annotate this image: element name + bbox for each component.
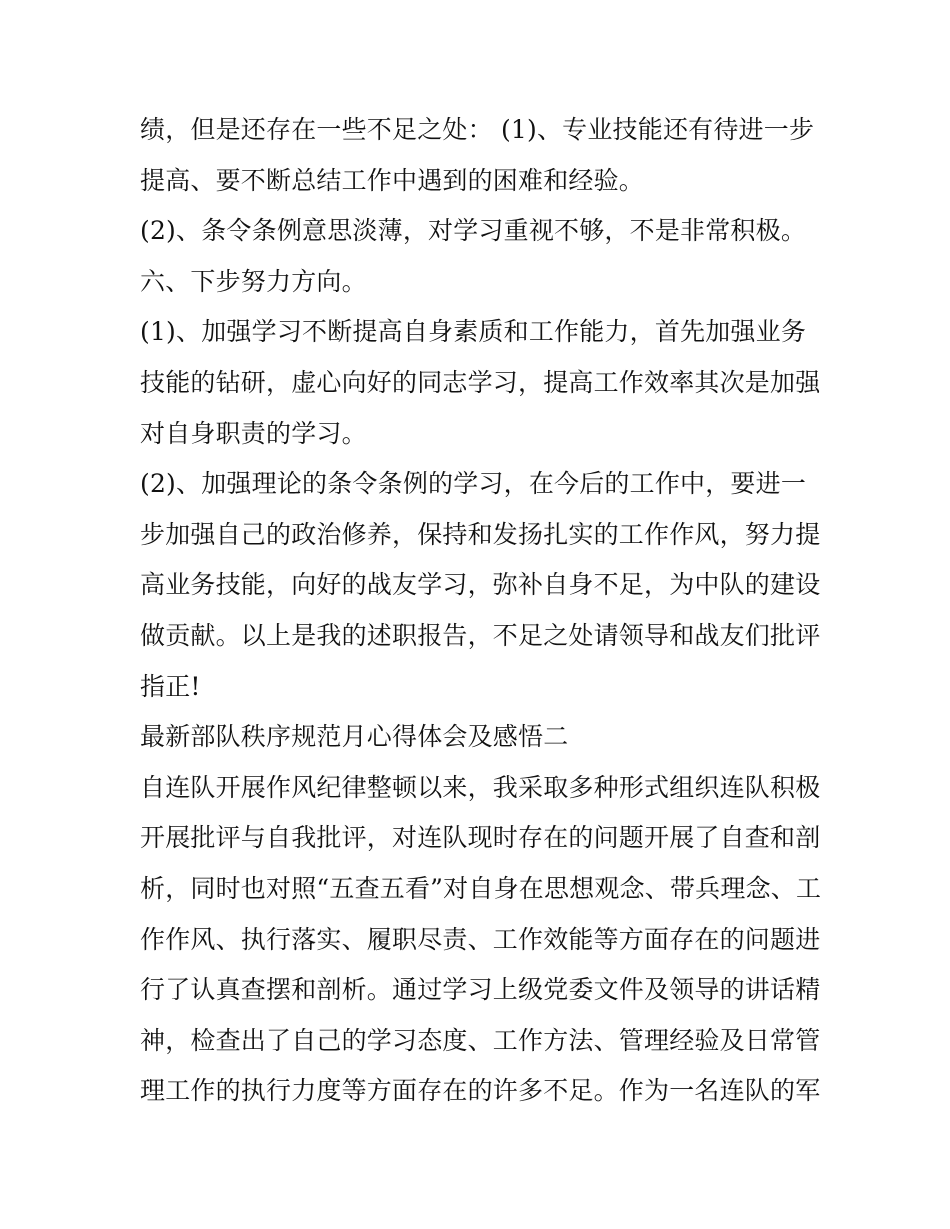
text-line: (1)、加强学习不断提高自身素质和工作能力，首先加强业务 [140, 317, 807, 347]
text-line: 技能的钻研，虚心向好的同志学习，提高工作效率其次是加强 [140, 367, 821, 397]
text-line: 开展批评与自我批评，对连队现时存在的问题开展了自查和剖 [140, 823, 821, 853]
document-body [140, 105, 820, 1117]
text-line: 绩，但是还存在一些不足之处： (1)、专业技能还有待进一步 [140, 115, 815, 144]
text-line: 高业务技能，向好的战友学习，弥补自身不足，为中队的建设 [140, 570, 821, 600]
text-line: (2)、加强理论的条令条例的学习，在今后的工作中，要进一 [140, 469, 807, 499]
text-line: 提高、要不断总结工作中遇到的困难和经验。 [140, 165, 645, 195]
section-heading: 六、下步努力方向。 [140, 266, 367, 296]
text-line: 神，检查出了自己的学习态度、工作方法、管理经验及日常管 [140, 1025, 821, 1055]
article-title: 最新部队秩序规范月心得体会及感悟二 [140, 722, 569, 752]
text-line: 步加强自己的政治修养，保持和发扬扎实的工作作风，努力提 [140, 519, 821, 549]
text-line: 析，同时也对照“五查五看”对自身在思想观念、带兵理念、工 [140, 873, 822, 903]
text-line: 做贡献。以上是我的述职报告，不足之处请领导和战友们批评 [140, 620, 821, 650]
text-line: 作作风、执行落实、履职尽责、工作效能等方面存在的问题进 [140, 924, 821, 954]
text-line: 行了认真查摆和剖析。通过学习上级党委文件及领导的讲话精 [140, 975, 821, 1005]
text-line: 理工作的执行力度等方面存在的许多不足。作为一名连队的军 [140, 1076, 821, 1106]
text-line: 指正! [140, 671, 201, 701]
text-line: 自连队开展作风纪律整顿以来，我采取多种形式组织连队积极 [140, 772, 821, 802]
text-line: (2)、条令条例意思淡薄，对学习重视不够，不是非常积极。 [140, 216, 807, 246]
text-line: 对自身职责的学习。 [140, 418, 367, 448]
